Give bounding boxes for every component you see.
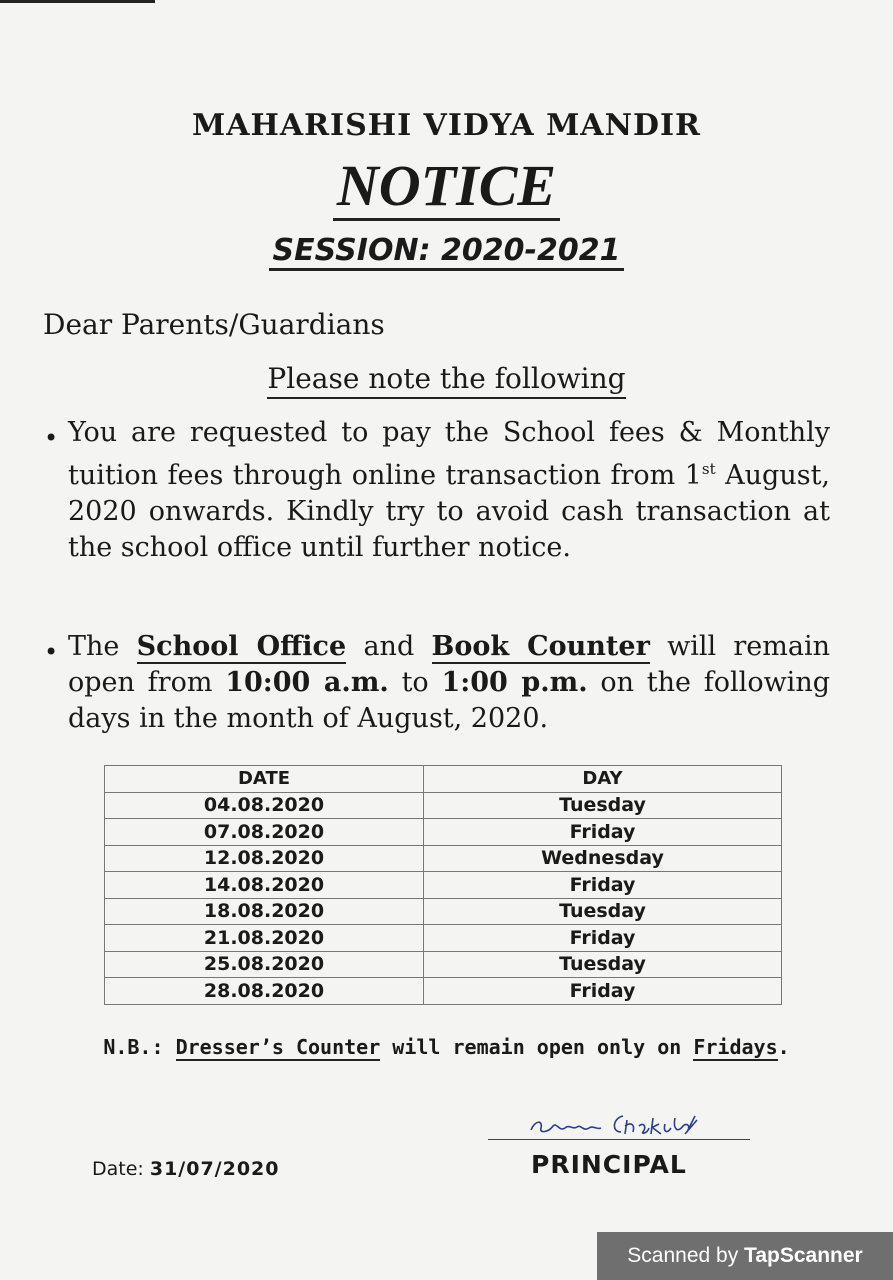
day-cell: Tuesday bbox=[424, 898, 782, 925]
school-office-label: School Office bbox=[136, 631, 347, 662]
day-column-header: DAY bbox=[424, 766, 782, 793]
date-cell: 14.08.2020 bbox=[105, 872, 424, 899]
principal-signature bbox=[525, 1108, 705, 1140]
session-heading bbox=[0, 233, 893, 268]
table-row bbox=[105, 872, 782, 899]
notice-date bbox=[92, 1158, 280, 1180]
date-cell: 25.08.2020 bbox=[105, 951, 424, 978]
office-hours-paragraph bbox=[68, 629, 830, 737]
ordinal-suffix: st bbox=[701, 460, 716, 478]
date-cell: 21.08.2020 bbox=[105, 925, 424, 952]
dresser-counter-label: Dresser’s Counter bbox=[175, 1035, 381, 1059]
signature-line bbox=[488, 1139, 750, 1140]
salutation: Dear Parents/Guardians bbox=[43, 308, 385, 341]
notice-title-text: NOTICE bbox=[333, 153, 560, 221]
office-text-mid: will remain open from bbox=[68, 631, 830, 698]
date-cell: 18.08.2020 bbox=[105, 898, 424, 925]
table-row bbox=[105, 819, 782, 846]
nb-prefix: N.B.: bbox=[103, 1035, 176, 1059]
scanned-by-text: Scanned by bbox=[627, 1244, 745, 1267]
date-cell: 12.08.2020 bbox=[105, 845, 424, 872]
closing-time: 1:00 p.m. bbox=[441, 667, 588, 698]
date-cell: 28.08.2020 bbox=[105, 978, 424, 1005]
nb-note bbox=[0, 1035, 893, 1059]
scanner-app-name: TapScanner bbox=[744, 1244, 863, 1267]
schedule-table bbox=[104, 765, 782, 1005]
table-row bbox=[105, 792, 782, 819]
table-row bbox=[105, 951, 782, 978]
book-counter-label: Book Counter bbox=[431, 631, 650, 662]
date-cell: 04.08.2020 bbox=[105, 792, 424, 819]
date-column-header: DATE bbox=[105, 766, 424, 793]
schedule-header-row bbox=[105, 766, 782, 793]
table-row bbox=[105, 978, 782, 1005]
day-cell: Friday bbox=[424, 819, 782, 846]
table-row bbox=[105, 845, 782, 872]
note-heading-text: Please note the following bbox=[267, 362, 625, 399]
fridays-label: Fridays bbox=[693, 1035, 778, 1059]
scanner-watermark bbox=[597, 1232, 893, 1280]
table-row bbox=[105, 925, 782, 952]
bullet-point-1: • bbox=[44, 424, 59, 452]
date-value: 31/07/2020 bbox=[149, 1158, 280, 1180]
notice-title bbox=[0, 152, 893, 219]
note-heading bbox=[0, 362, 893, 395]
table-row bbox=[105, 898, 782, 925]
day-cell: Friday bbox=[424, 978, 782, 1005]
date-cell: 07.08.2020 bbox=[105, 819, 424, 846]
top-edge-mark bbox=[0, 0, 155, 3]
office-text-pre: The bbox=[68, 631, 137, 662]
day-cell: Friday bbox=[424, 925, 782, 952]
nb-suffix: . bbox=[777, 1035, 790, 1059]
bullet-point-2: • bbox=[44, 638, 59, 666]
day-cell: Tuesday bbox=[424, 792, 782, 819]
session-text: SESSION: 2020-2021 bbox=[269, 233, 625, 271]
principal-title: PRINCIPAL bbox=[531, 1150, 687, 1179]
office-text-to: to bbox=[388, 667, 442, 698]
office-text-post: on the following days in the month of August, 2020. bbox=[68, 667, 830, 734]
nb-middle: will remain open only on bbox=[380, 1035, 694, 1059]
date-label: Date: bbox=[92, 1158, 150, 1180]
day-cell: Tuesday bbox=[424, 951, 782, 978]
payment-text-start: You are requested to pay the School fees & Monthly tuition fees through online transaction from 1 bbox=[68, 417, 830, 491]
day-cell: Wednesday bbox=[424, 845, 782, 872]
payment-paragraph bbox=[68, 415, 830, 566]
payment-text-end: August, 2020 onwards. Kindly try to avoid cash transaction at the school office until further notice. bbox=[68, 460, 831, 563]
office-text-and: and bbox=[346, 631, 432, 662]
school-name: MAHARISHI VIDYA MANDIR bbox=[192, 108, 701, 143]
day-cell: Friday bbox=[424, 872, 782, 899]
opening-time: 10:00 a.m. bbox=[225, 667, 389, 698]
